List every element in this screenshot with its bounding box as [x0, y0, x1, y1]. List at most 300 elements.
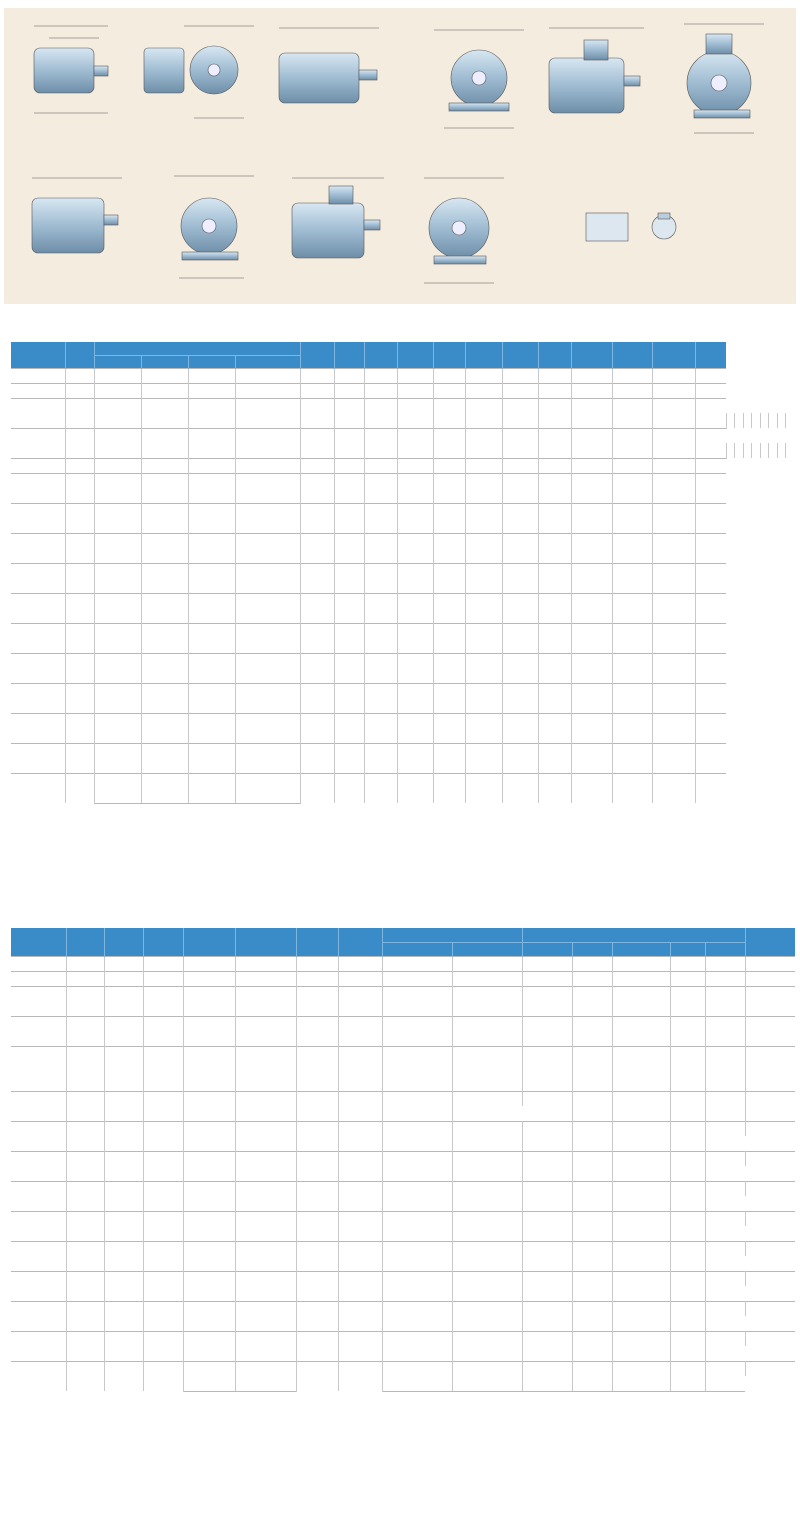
table-cell: [66, 1271, 104, 1301]
table-cell: [364, 398, 397, 428]
table-cell: [141, 413, 188, 428]
table-cell: [235, 1166, 296, 1181]
table-row: [11, 1121, 795, 1136]
height-cell: [11, 1046, 66, 1091]
table-cell: [235, 548, 300, 563]
table-cell: [188, 623, 235, 638]
table-cell: [705, 1196, 745, 1211]
table-cell: [705, 1166, 745, 1181]
table-cell: [433, 428, 465, 458]
table-cell: [522, 986, 572, 1001]
table-cell: [338, 1241, 382, 1271]
table-cell: [141, 638, 188, 653]
table-cell: [65, 713, 94, 743]
table-row: [11, 773, 794, 788]
table-cell: [571, 743, 612, 773]
table-cell: [522, 1151, 572, 1166]
table-cell: [452, 1046, 522, 1061]
table-cell: [465, 683, 502, 713]
table-cell: [188, 758, 235, 773]
table-cell: [433, 743, 465, 773]
table-cell: [382, 1136, 452, 1151]
table-cell: [502, 503, 538, 533]
table-cell: [141, 518, 188, 533]
table-cell: [452, 986, 522, 1001]
table-cell: [397, 743, 433, 773]
table-cell: [382, 971, 452, 986]
table-cell: [522, 1001, 572, 1016]
table-cell: [743, 413, 752, 428]
fig5-drawing: [549, 34, 751, 118]
table-cell: [188, 518, 235, 533]
table-cell: [183, 1226, 235, 1241]
col-shaft: [522, 928, 745, 942]
table-cell: [786, 413, 795, 428]
table-cell: [334, 773, 364, 803]
table-cell: [141, 533, 188, 548]
table-row: [11, 986, 795, 1001]
col-ab: [364, 342, 397, 368]
table-cell: [452, 1286, 522, 1301]
table-cell: [572, 971, 612, 986]
table-cell: [465, 653, 502, 683]
table-cell: [695, 533, 726, 563]
table-cell: [705, 1001, 745, 1016]
table-cell: [705, 1331, 745, 1346]
table-cell: [705, 1301, 745, 1316]
col-ha: [66, 928, 104, 956]
table-cell: [612, 1256, 670, 1271]
table-cell: [670, 1001, 705, 1016]
table-cell: [670, 1331, 705, 1346]
col-bd: [652, 342, 695, 368]
table-cell: [104, 1211, 143, 1241]
table-cell: [705, 1256, 745, 1271]
table-row: [11, 743, 794, 758]
table-cell: [183, 1316, 235, 1331]
table-cell: [300, 503, 334, 533]
table-cell: [188, 398, 235, 413]
col-bb: [571, 342, 612, 368]
table-cell: [652, 473, 695, 503]
table-cell: [11, 533, 65, 563]
table-cell: [760, 413, 769, 428]
table-cell: [745, 1151, 795, 1166]
table-cell: [705, 1151, 745, 1166]
table-cell: [572, 1271, 612, 1286]
table-cell: [104, 1241, 143, 1271]
table-cell: [572, 1136, 612, 1151]
table-cell: [522, 1196, 572, 1211]
table-cell: [235, 1226, 296, 1241]
table-cell: [670, 1121, 705, 1136]
table-cell: [612, 473, 652, 503]
table-cell: [612, 623, 652, 653]
table-cell: [452, 1181, 522, 1196]
table-cell: [65, 743, 94, 773]
table-cell: [652, 563, 695, 593]
table-cell: [397, 563, 433, 593]
table-cell: [382, 1331, 452, 1346]
table-cell: [502, 473, 538, 503]
table-cell: [235, 368, 300, 383]
table-cell: [334, 623, 364, 653]
table-cell: [183, 1046, 235, 1061]
table-cell: [141, 578, 188, 593]
table-cell: [188, 413, 235, 428]
table-cell: [338, 1301, 382, 1331]
table-cell: [652, 368, 695, 383]
table-cell: [94, 473, 141, 488]
table-cell: [183, 1121, 235, 1136]
table-cell: [66, 1331, 104, 1361]
table-cell: [364, 428, 397, 458]
table-cell: [433, 713, 465, 743]
table-cell: [235, 1316, 296, 1331]
table-cell: [94, 383, 141, 398]
table-cell: [465, 593, 502, 623]
table-cell: [235, 593, 300, 608]
table-cell: [705, 1046, 745, 1061]
table-cell: [572, 1181, 612, 1196]
table-cell: [300, 713, 334, 743]
table-cell: [382, 1151, 452, 1166]
table-cell: [364, 563, 397, 593]
table-cell: [296, 1271, 338, 1301]
table-cell: [11, 713, 65, 743]
table-cell: [66, 1301, 104, 1331]
table-cell: [745, 1331, 795, 1346]
table-row: [11, 1016, 795, 1031]
table-cell: [433, 503, 465, 533]
table-cell: [538, 428, 571, 458]
table-cell: [612, 1151, 670, 1166]
table-cell: [143, 1271, 183, 1301]
table-cell: [296, 971, 338, 986]
table-cell: [235, 1136, 296, 1151]
table-cell: [572, 1361, 612, 1376]
table-cell: [141, 548, 188, 563]
table-cell: [745, 1211, 795, 1226]
table-cell: [296, 1241, 338, 1271]
table-cell: [652, 593, 695, 623]
table-cell: [502, 368, 538, 383]
table-cell: [235, 533, 300, 548]
table-cell: [502, 383, 538, 398]
table-cell: [65, 383, 94, 398]
table-cell: [571, 398, 612, 428]
table-cell: [705, 1121, 745, 1136]
table-cell: [65, 428, 94, 458]
table-cell: [183, 1211, 235, 1226]
table-cell: [572, 1151, 612, 1166]
table-cell: [143, 1181, 183, 1211]
table-cell: [612, 1001, 670, 1016]
table-cell: [433, 593, 465, 623]
table-cell: [652, 653, 695, 683]
table-cell: [397, 428, 433, 458]
table-cell: [143, 1091, 183, 1121]
table-cell: [572, 1091, 612, 1121]
table-cell: [11, 653, 65, 683]
table-cell: [334, 383, 364, 398]
table-cell: [66, 971, 104, 986]
col-gd: [670, 942, 705, 956]
table-cell: [670, 1091, 705, 1121]
col-aa: [334, 342, 364, 368]
table-row: [11, 623, 794, 638]
table-cell: [65, 503, 94, 533]
table-cell: [572, 1211, 612, 1226]
table-cell: [612, 653, 652, 683]
table-cell: [502, 563, 538, 593]
table-cell: [183, 1346, 235, 1361]
col-fr-no: [11, 342, 65, 368]
table-cell: [65, 773, 94, 803]
height-cell: [11, 1121, 66, 1151]
table-cell: [364, 743, 397, 773]
table-cell: [65, 653, 94, 683]
table-cell: [705, 1076, 745, 1091]
table-cell: [300, 473, 334, 503]
table-cell: [433, 563, 465, 593]
table-cell: [452, 1376, 522, 1391]
table-cell: [695, 368, 726, 383]
table-cell: [522, 1256, 572, 1271]
table-cell: [235, 1331, 296, 1346]
table-cell: [235, 443, 300, 458]
table-cell: [65, 623, 94, 653]
table-cell: [141, 773, 188, 788]
table-cell: [612, 1226, 670, 1241]
table-cell: [743, 443, 752, 458]
height-cell: [11, 956, 66, 971]
table-cell: [94, 773, 141, 788]
table-cell: [502, 683, 538, 713]
table-cell: [465, 398, 502, 428]
table-cell: [141, 383, 188, 398]
table-cell: [745, 1361, 795, 1376]
table-cell: [183, 956, 235, 971]
table-cell: [235, 713, 300, 728]
col-weight: [745, 928, 795, 942]
table-cell: [452, 1271, 522, 1286]
table-cell: [612, 971, 670, 986]
table-cell: [300, 773, 334, 803]
table-cell: [382, 1316, 452, 1331]
table-cell: [188, 443, 235, 458]
table-row: [11, 1331, 795, 1346]
table-cell: [382, 1166, 452, 1181]
table-cell: [364, 368, 397, 383]
table-cell: [364, 773, 397, 803]
table-cell: [612, 1331, 670, 1346]
table-cell: [141, 788, 188, 803]
table-cell: [235, 578, 300, 593]
table-cell: [183, 1181, 235, 1196]
table-cell: [94, 638, 141, 653]
table-cell: [11, 503, 65, 533]
table-cell: [143, 1331, 183, 1361]
table-cell: [235, 1211, 296, 1226]
table-cell: [752, 413, 761, 428]
bearing-table-body: [11, 956, 795, 1391]
table-cell: [183, 1166, 235, 1181]
table-cell: [94, 563, 141, 578]
table-cell: [538, 383, 571, 398]
table-cell: [65, 533, 94, 563]
table-cell: [300, 398, 334, 428]
table-cell: [522, 1046, 572, 1061]
table-cell: [670, 1241, 705, 1256]
table-cell: [612, 1016, 670, 1046]
table-cell: [752, 443, 761, 458]
table-cell: [235, 1001, 296, 1016]
table-cell: [572, 1166, 612, 1181]
table-cell: [382, 1301, 452, 1316]
table-cell: [143, 1121, 183, 1151]
table-cell: [612, 1121, 670, 1136]
table-cell: [94, 548, 141, 563]
table-cell: [66, 1046, 104, 1091]
table-cell: [104, 1331, 143, 1361]
table-cell: [235, 986, 296, 1001]
col-kgf: [745, 942, 795, 956]
table-cell: [502, 653, 538, 683]
col-e: [572, 942, 612, 956]
table-row: [11, 1361, 795, 1376]
col-h: [11, 928, 66, 956]
table-cell: [235, 668, 300, 683]
table-cell: [670, 1151, 705, 1166]
table-cell: [141, 503, 188, 518]
table-cell: [670, 1046, 705, 1061]
height-cell: [11, 1016, 66, 1046]
table-cell: [183, 1136, 235, 1151]
table-cell: [452, 1361, 522, 1376]
table-cell: [452, 971, 522, 986]
table-cell: [11, 368, 65, 383]
table-cell: [522, 1301, 572, 1316]
table-cell: [572, 1256, 612, 1271]
table-cell: [522, 1121, 572, 1136]
table-cell: [670, 1376, 705, 1391]
table-cell: [571, 623, 612, 653]
table-cell: [143, 971, 183, 986]
table-cell: [334, 428, 364, 458]
table-cell: [670, 1076, 705, 1091]
table-cell: [183, 1151, 235, 1166]
table-row: [11, 1301, 795, 1316]
table-row: [11, 1241, 795, 1256]
table-cell: [66, 1016, 104, 1046]
table-cell: [652, 773, 695, 803]
table-cell: [235, 1286, 296, 1301]
table-cell: [11, 593, 65, 623]
height-cell: [11, 1241, 66, 1271]
table-cell: [522, 1226, 572, 1241]
table-cell: [296, 1361, 338, 1391]
table-cell: [452, 1301, 522, 1316]
table-cell: [183, 1301, 235, 1316]
table-cell: [695, 683, 726, 713]
table-cell: [571, 533, 612, 563]
height-cell: [11, 971, 66, 986]
table-cell: [612, 713, 652, 743]
table-cell: [382, 1076, 452, 1091]
table-cell: [141, 698, 188, 713]
table-cell: [141, 428, 188, 443]
table-cell: [143, 1301, 183, 1331]
table-cell: [141, 683, 188, 698]
table-cell: [538, 683, 571, 713]
table-cell: [94, 743, 141, 758]
height-cell: [11, 1211, 66, 1241]
table-cell: [11, 458, 65, 473]
table-cell: [183, 1361, 235, 1376]
col-ac: [397, 342, 433, 368]
table-cell: [338, 971, 382, 986]
table-row: [11, 1091, 795, 1106]
table-cell: [670, 1361, 705, 1376]
table-cell: [522, 1091, 572, 1106]
table-cell: [735, 413, 744, 428]
table-cell: [745, 1001, 795, 1016]
table-cell: [141, 368, 188, 383]
table-cell: [235, 383, 300, 398]
table-cell: [183, 1001, 235, 1016]
table-cell: [652, 713, 695, 743]
table-cell: [572, 1121, 612, 1136]
table-cell: [364, 593, 397, 623]
table-cell: [397, 368, 433, 383]
table-cell: [397, 458, 433, 473]
table-cell: [382, 1031, 452, 1046]
table-cell: [65, 368, 94, 383]
table-cell: [571, 593, 612, 623]
table-cell: [572, 1196, 612, 1211]
table-cell: [433, 653, 465, 683]
table-cell: [705, 1061, 745, 1076]
table-cell: [188, 683, 235, 698]
height-cell: [11, 1151, 66, 1181]
table-cell: [452, 1196, 522, 1211]
table-cell: [300, 383, 334, 398]
table-cell: [188, 563, 235, 578]
table-cell: [670, 971, 705, 986]
table-cell: [522, 1016, 572, 1046]
table-cell: [522, 1061, 572, 1076]
table-cell: [670, 1286, 705, 1301]
table-cell: [183, 1271, 235, 1286]
table-cell: [652, 503, 695, 533]
table-cell: [612, 593, 652, 623]
table-cell: [433, 458, 465, 473]
table-cell: [695, 743, 726, 773]
table-cell: [452, 1211, 522, 1226]
table-cell: [300, 458, 334, 473]
table-cell: [522, 1286, 572, 1301]
table-cell: [338, 1121, 382, 1151]
table-cell: [183, 1331, 235, 1346]
table-cell: [538, 533, 571, 563]
table-cell: [612, 1271, 670, 1286]
table-cell: [538, 593, 571, 623]
table-cell: [235, 1376, 296, 1391]
table-cell: [670, 1016, 705, 1046]
table-cell: [334, 503, 364, 533]
table-cell: [235, 638, 300, 653]
